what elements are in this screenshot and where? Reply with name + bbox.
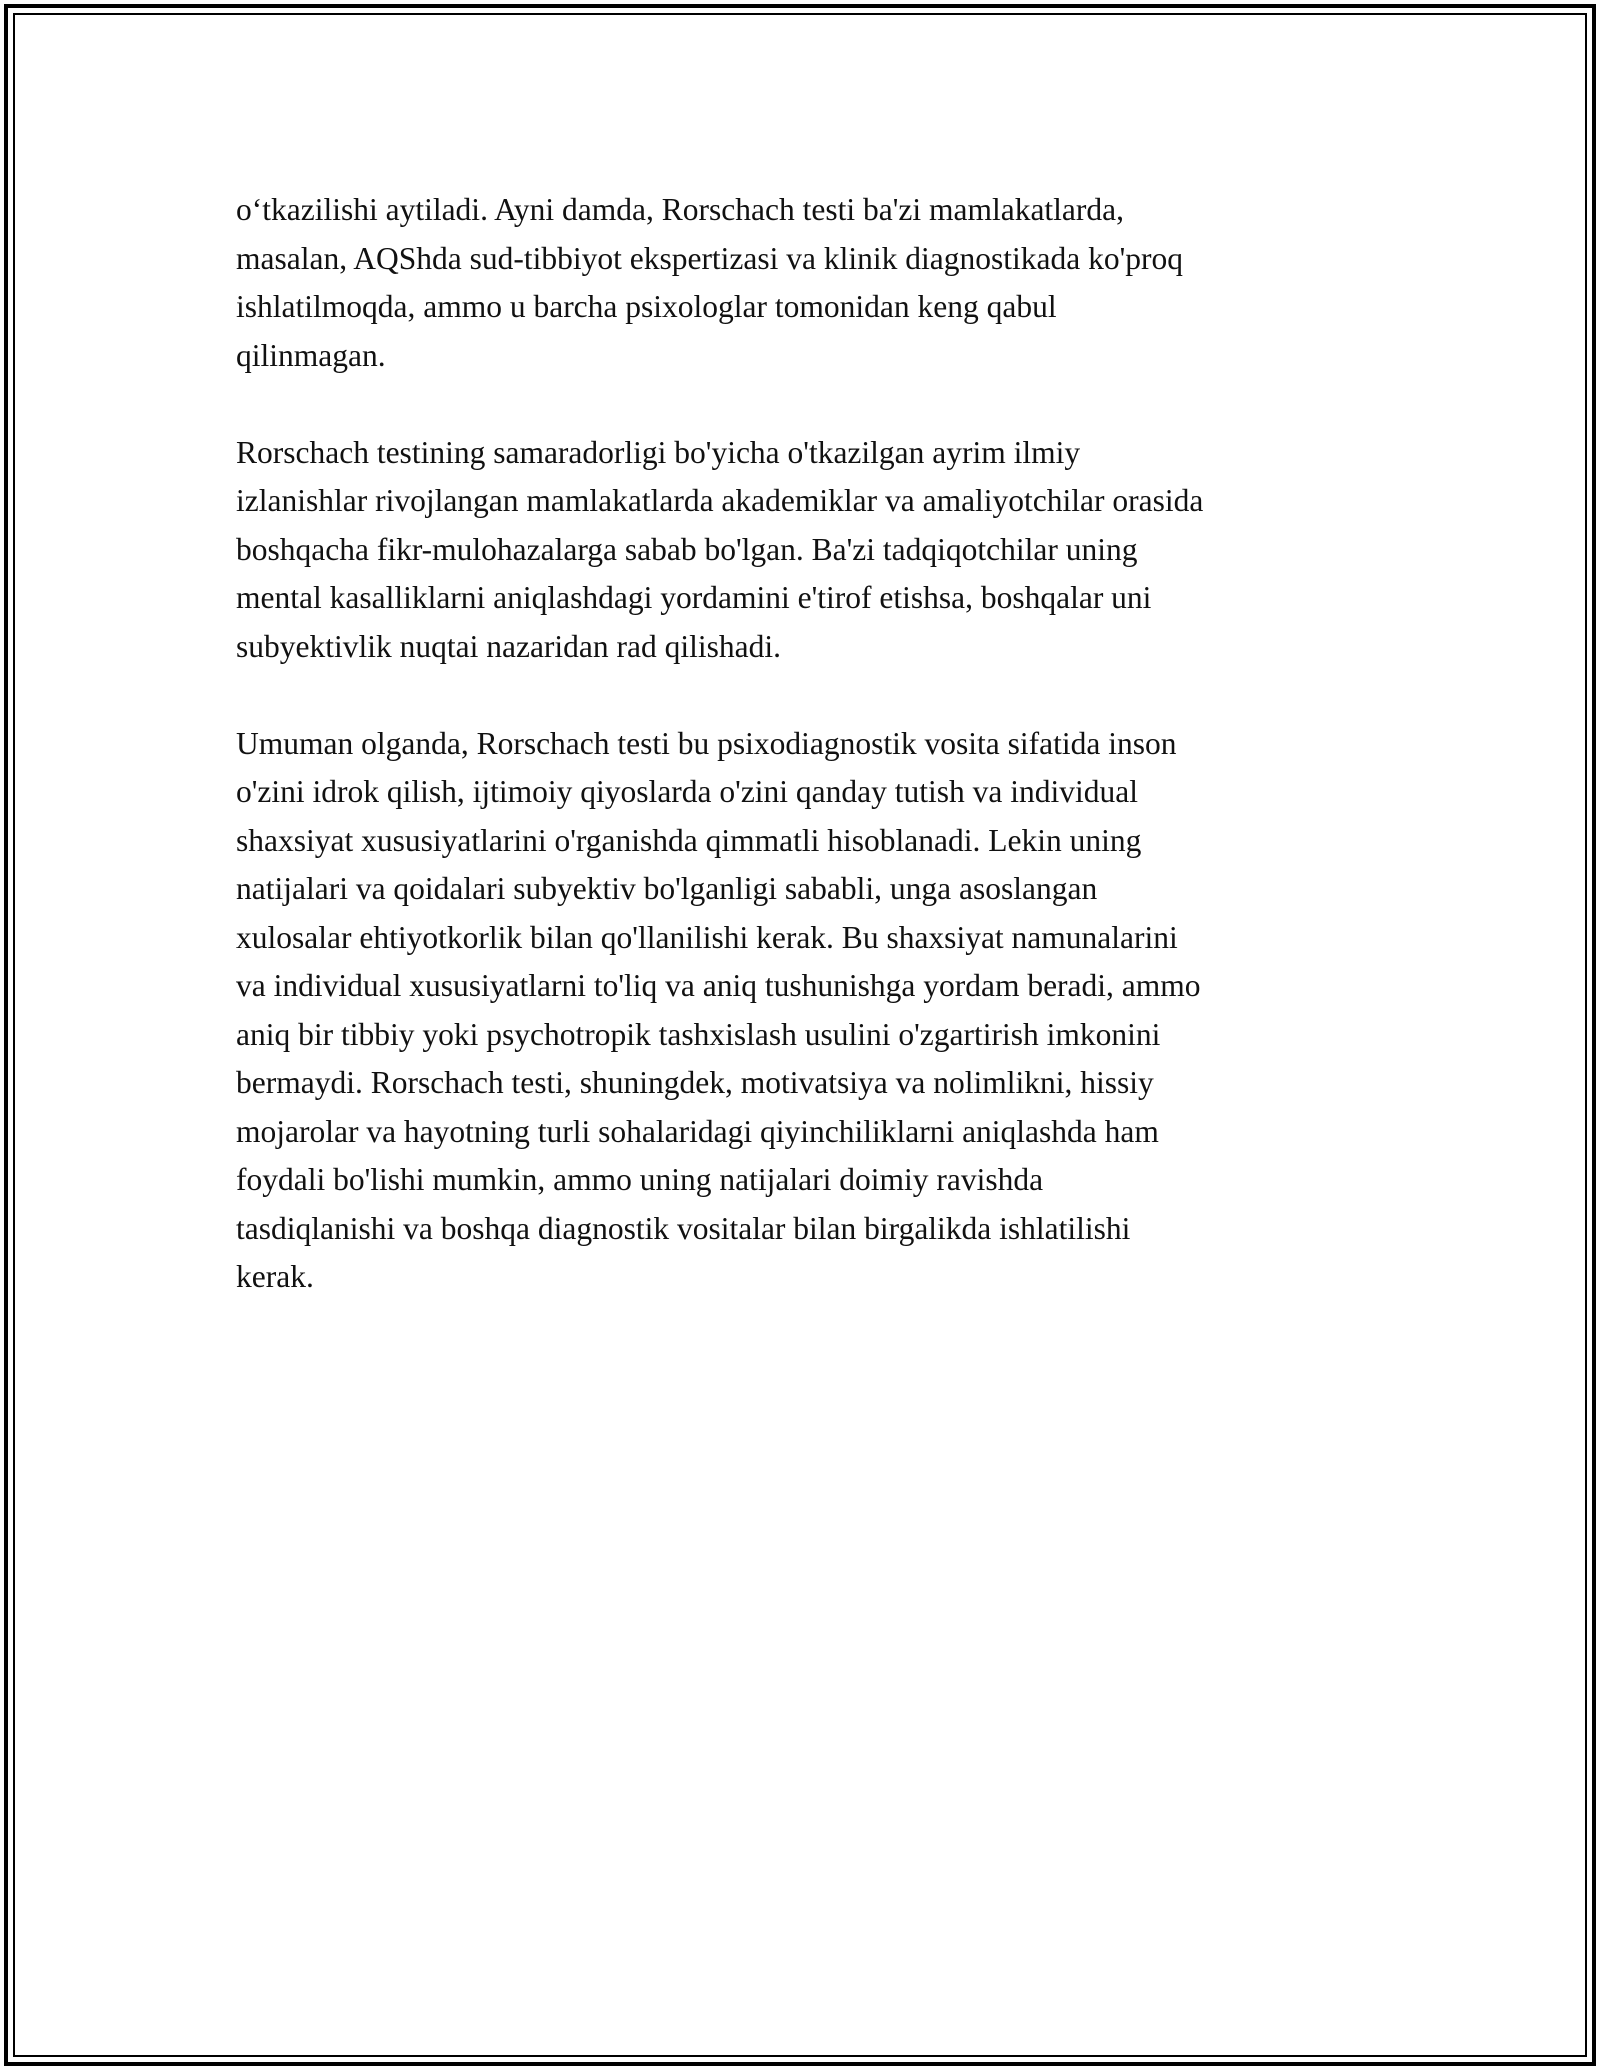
paragraph-line: tasdiqlanishi va boshqa diagnostik vositalar bilan birgalikda ishlatilishi [236,1210,1131,1246]
paragraph-line: o‘tkazilishi aytiladi. Ayni damda, Rorschach testi ba'zi mamlakatlarda, [236,192,1125,227]
paragraph-line: Rorschach testining samaradorligi bo'yicha o'tkazilgan ayrim ilmiy [236,434,1081,470]
paragraph-line: mojarolar va hayotning turli sohalaridagi qiyinchiliklarni aniqlashda ham [236,1113,1159,1149]
paragraph-line: o'zini idrok qilish, ijtimoiy qiyoslarda o'zini qanday tutish va individual [236,774,1138,809]
document-body [236,186,1376,1302]
paragraph-line: masalan, AQShda sud-tibbiyot ekspertizasi va klinik diagnostikada ko'proq [236,240,1184,276]
paragraph-line: izlanishlar rivojlangan mamlakatlarda akademiklar va amaliyotchilar orasida [236,483,1204,518]
paragraph-line: xulosalar ehtiyotkorlik bilan qo'llanilishi kerak. Bu shaxsiyat namunalarini [236,919,1178,955]
paragraph-line: aniq bir tibbiy yoki psychotropik tashxislash usulini o'zgartirish imkonini [236,1016,1161,1052]
paragraph-1 [236,186,1376,380]
paragraph-line: shaxsiyat xususiyatlarini o'rganishda qimmatli hisoblanadi. Lekin uning [236,822,1142,858]
paragraph-line: kerak. [236,1259,314,1294]
paragraph-line: ishlatilmoqda, ammo u barcha psixologlar tomonidan keng qabul [236,289,1057,324]
paragraph-line: Umuman olganda, Rorschach testi bu psixodiagnostik vosita sifatida inson [236,725,1177,761]
paragraph-line: mental kasalliklarni aniqlashdagi yordamini e'tirof etishsa, boshqalar uni [236,580,1152,615]
paragraph-3 [236,720,1376,1302]
paragraph-line: boshqacha fikr-mulohazalarga sabab bo'lgan. Ba'zi tadqiqotchilar uning [236,531,1138,567]
paragraph-line: foydali bo'lishi mumkin, ammo uning natijalari doimiy ravishda [236,1162,1044,1197]
paragraph-line: qilinmagan. [236,337,386,373]
paragraph-line: subyektivlik nuqtai nazaridan rad qilishadi. [236,628,781,664]
paragraph-2 [236,429,1376,672]
paragraph-line: bermaydi. Rorschach testi, shuningdek, motivatsiya va nolimlikni, hissiy [236,1065,1154,1100]
paragraph-line: va individual xususiyatlarni to'liq va aniq tushunishga yordam beradi, ammo [236,968,1201,1003]
paragraph-line: natijalari va qoidalari subyektiv bo'lganligi sababli, unga asoslangan [236,871,1098,906]
